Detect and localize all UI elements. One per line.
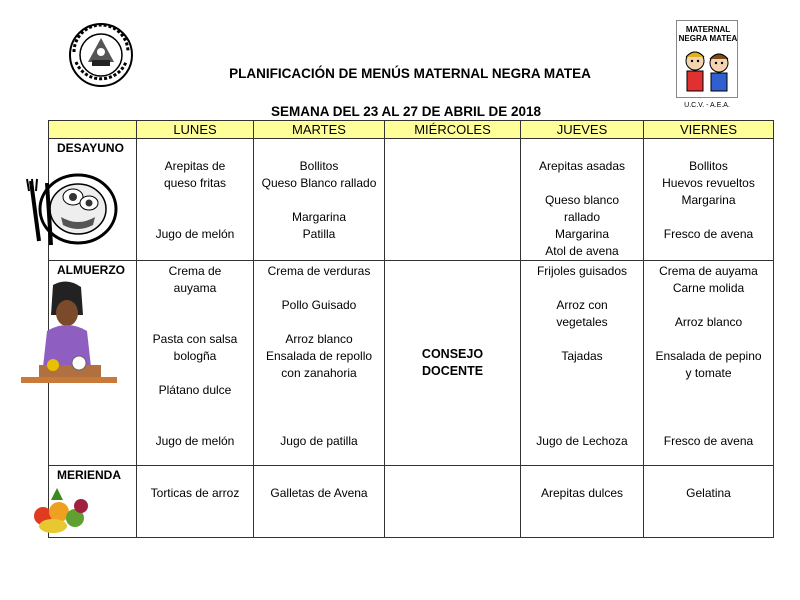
menu-item-line: Jugo de Lechoza [536, 434, 628, 448]
day-header: MIÉRCOLES [385, 121, 521, 139]
menu-item-line [644, 297, 773, 314]
menu-item-line [254, 314, 384, 331]
menu-item-line [521, 416, 643, 433]
fruit-basket-icon [29, 480, 93, 536]
menu-item-line: Huevos revueltos [662, 176, 755, 190]
menu-item-line: Arroz blanco [285, 332, 353, 346]
menu-item-line [137, 468, 253, 485]
menu-item-line [521, 175, 643, 192]
menu-item-line: Galletas de Avena [270, 486, 368, 500]
menu-item-line: Frijoles guisados [536, 264, 628, 278]
menu-item-line: Ensalada de repollo [265, 349, 373, 363]
menu-item-line: Tajadas [561, 349, 603, 363]
menu-item-line: Plátano dulce [158, 383, 232, 397]
menu-item-line: con zanahoria [281, 366, 357, 380]
menu-item-line [254, 382, 384, 399]
menu-cell [137, 261, 254, 466]
menu-item-line: vegetales [556, 315, 608, 329]
menu-item-line: Crema de verduras [267, 264, 371, 278]
menu-item-line [644, 468, 773, 485]
menu-item-line [521, 382, 643, 399]
note-line: CONSEJO [421, 347, 484, 361]
menu-item-line: Margarina [554, 227, 610, 241]
menu-item-line [254, 416, 384, 433]
menu-cell [254, 139, 385, 261]
menu-item-line: rallado [563, 210, 601, 224]
meal-label-cell [49, 466, 137, 538]
menu-item-line [137, 297, 253, 314]
woman-eating-icon [19, 279, 119, 391]
menu-item-line: Bollitos [689, 159, 728, 173]
menu-cell [644, 261, 774, 466]
menu-item-line: Arroz con [556, 298, 608, 312]
logo-line2: NEGRA MATEA [678, 34, 738, 43]
menu-item-line [137, 192, 253, 209]
menu-item-line: Fresco de avena [663, 434, 754, 448]
menu-item-line: queso fritas [163, 176, 227, 190]
menu-item-line [254, 141, 384, 158]
menu-item-line [137, 243, 253, 260]
day-header: MARTES [254, 121, 385, 139]
menu-cell [521, 261, 644, 466]
menu-cell [254, 261, 385, 466]
menu-item-line: Crema de auyama [659, 264, 758, 278]
menu-item-line: Margarina [681, 193, 736, 207]
logo-subtitle: U.C.V. - A.E.A. [684, 102, 730, 109]
day-header: VIERNES [644, 121, 774, 139]
menu-item-line: Arepitas de [164, 159, 226, 173]
breakfast-plate-icon [23, 161, 123, 257]
meal-row-lunch [49, 261, 774, 466]
menu-item-line: Arepitas asadas [538, 159, 626, 173]
menu-item-line [644, 243, 773, 260]
menu-item-line [644, 416, 773, 433]
days-header-row [49, 121, 774, 139]
meal-label-cell [49, 139, 137, 261]
menu-item-line: Jugo de melón [155, 227, 235, 241]
menu-item-line: Queso blanco [544, 193, 620, 207]
page-title: PLANIFICACIÓN DE MENÚS MATERNAL NEGRA MATEA [229, 66, 591, 81]
menu-cell [521, 466, 644, 538]
header-corner [49, 121, 137, 139]
menu-item-line [254, 280, 384, 297]
menu-item-line [254, 468, 384, 485]
menu-item-line: Ensalada de pepino [655, 349, 762, 363]
menu-item-line [137, 314, 253, 331]
day-header: JUEVES [521, 121, 644, 139]
day-header: LUNES [137, 121, 254, 139]
menu-cell [137, 466, 254, 538]
consejo-docente-cell [385, 261, 521, 466]
menu-item-line: Pollo Guisado [281, 298, 357, 312]
menu-item-line [254, 399, 384, 416]
menu-item-line [137, 365, 253, 382]
menu-cell [521, 139, 644, 261]
menu-item-line [137, 399, 253, 416]
menu-item-line: Arroz blanco [674, 315, 743, 329]
menu-item-line: Atol de avena [545, 244, 619, 258]
meal-name: DESAYUNO [57, 141, 124, 155]
logo-line1: MATERNAL [685, 25, 731, 34]
menu-item-line [644, 331, 773, 348]
meal-name: ALMUERZO [57, 263, 125, 277]
meal-label-cell [49, 261, 137, 466]
menu-item-line: Patilla [302, 227, 336, 241]
menu-item-line: auyama [173, 281, 217, 295]
menu-item-line: Arepitas dulces [540, 486, 624, 500]
menu-item-line: Jugo de melón [155, 434, 235, 448]
menu-item-line: y tomate [685, 366, 732, 380]
menu-item-line: Jugo de patilla [280, 434, 358, 448]
menu-item-line: Pasta con salsa [152, 332, 238, 346]
menu-item-line [521, 331, 643, 348]
menu-item-line [137, 141, 253, 158]
menu-item-line: Crema de [168, 264, 222, 278]
menu-item-line [521, 141, 643, 158]
menu-item-line: Bollitos [299, 159, 339, 173]
menu-cell [644, 466, 774, 538]
menu-item-line [137, 209, 253, 226]
meal-row-breakfast [49, 139, 774, 261]
menu-item-line [521, 468, 643, 485]
menu-table [48, 120, 774, 538]
meal-row-snack [49, 466, 774, 538]
menu-item-line: Fresco de avena [663, 227, 754, 241]
menu-item-line: Margarina [291, 210, 347, 224]
menu-item-line [521, 399, 643, 416]
menu-item-line [644, 209, 773, 226]
menu-item-line: Queso Blanco rallado [261, 176, 377, 190]
menu-cell [137, 139, 254, 261]
menu-cell [644, 139, 774, 261]
menu-item-line: Gelatina [686, 486, 731, 500]
menu-item-line [254, 243, 384, 260]
meal-name: MERIENDA [57, 468, 122, 482]
menu-item-line: Carne molida [672, 281, 745, 295]
menu-cell-empty [385, 466, 521, 538]
menu-item-line [254, 192, 384, 209]
maternal-logo-icon [676, 20, 748, 116]
menu-item-line [521, 365, 643, 382]
note-line: DOCENTE [421, 364, 484, 378]
week-subtitle: SEMANA DEL 23 AL 27 DE ABRIL DE 2018 [270, 104, 542, 119]
menu-item-line [644, 399, 773, 416]
menu-cell-empty [385, 139, 521, 261]
menu-item-line: bologña [173, 349, 217, 363]
menu-item-line [644, 141, 773, 158]
menu-item-line: Torticas de arroz [150, 486, 240, 500]
menu-item-line [137, 416, 253, 433]
menu-cell [254, 466, 385, 538]
menu-item-line [644, 382, 773, 399]
menu-item-line [521, 280, 643, 297]
